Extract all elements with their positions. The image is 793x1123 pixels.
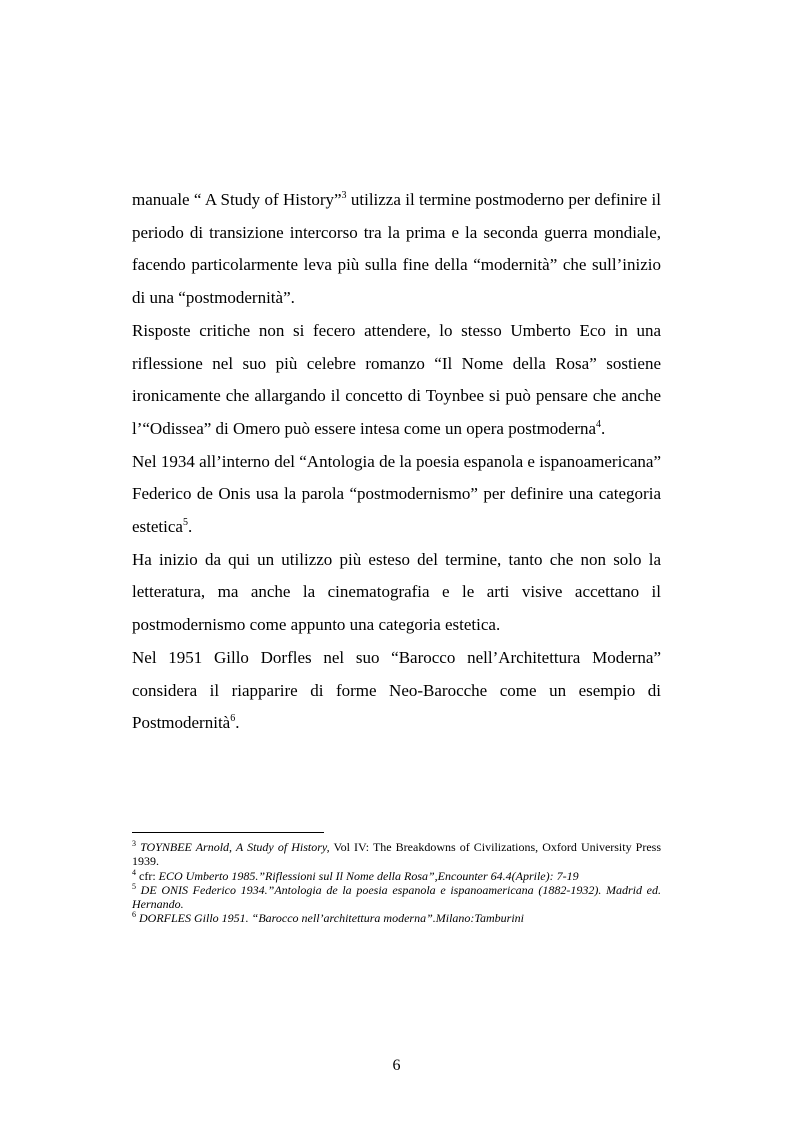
footnote-text: Vol IV: The Breakdowns of Civilizations, Oxford University Press 1939. bbox=[132, 840, 662, 869]
paragraph-text: . bbox=[601, 418, 606, 438]
footnote-3 bbox=[132, 840, 661, 869]
footnote-number: 6 bbox=[132, 910, 136, 920]
footnote-separator bbox=[132, 832, 324, 833]
paragraph-1 bbox=[132, 184, 661, 315]
paragraph-text: . bbox=[187, 517, 193, 537]
footnote-ref-5[interactable]: 5 bbox=[182, 517, 188, 529]
paragraph-text: Nel 1934 all’interno del “Antologia de la poesia espanola e ispanoamericana” Federico de Onis usa la parola “postmodernismo” per definire una categoria estetica bbox=[132, 451, 661, 537]
footnote-6 bbox=[132, 911, 661, 925]
footnote-citation: DE ONIS Federico 1934.”Antologia de la poesia espanola e ispanoamericana (1882-1932). Madrid ed. Hernando. bbox=[132, 882, 661, 912]
body-text bbox=[132, 184, 661, 740]
footnote-ref-6[interactable]: 6 bbox=[230, 713, 236, 725]
paragraph-2 bbox=[132, 315, 661, 446]
footnote-citation: ECO Umberto 1985.”Riflessioni sul Il Nome della Rosa”,Encounter 64.4(Aprile): 7-19 bbox=[158, 868, 579, 883]
footnote-ref-3[interactable]: 3 bbox=[341, 190, 347, 201]
page-number: 6 bbox=[392, 1057, 401, 1074]
paragraph-text: Ha inizio da qui un utilizzo più esteso del termine, tanto che non solo la letteratura, ma anche la cinematografia e le arti visive accettano il postmodernismo come appunto una categoria estetica. bbox=[132, 549, 661, 635]
footnote-citation: TOYNBEE Arnold, A Study of History, bbox=[136, 840, 330, 854]
paragraph-text: utilizza il termine postmoderno per definire il periodo di transizione intercorso tra la prima e la seconda guerra mondiale, facendo particolarmente leva più sulla fine della “modernità” che sull’inizio di una “postmodernità”. bbox=[132, 190, 661, 308]
paragraph-5 bbox=[132, 642, 661, 740]
paragraph-text: manuale “ A Study of History” bbox=[132, 190, 342, 209]
footnote-text: cfr: bbox=[136, 868, 159, 883]
paragraph-3 bbox=[132, 446, 661, 544]
footnote-4 bbox=[132, 869, 661, 883]
paragraph-text: . bbox=[235, 713, 240, 733]
paragraph-text: Nel 1951 Gillo Dorfles nel suo “Barocco nell’Architettura Moderna” considera il riapparire di forme Neo-Barocche come un esempio di Postmodernità bbox=[132, 647, 661, 733]
footnote-ref-4[interactable]: 4 bbox=[596, 418, 602, 430]
footnote-number: 3 bbox=[132, 839, 136, 848]
footnotes bbox=[132, 840, 661, 926]
paragraph-text: Risposte critiche non si fecero attendere, lo stesso Umberto Eco in una riflessione nel suo più celebre romanzo “Il Nome della Rosa” sostiene ironicamente che allargando il concetto di Toynbee si può pensare che anche l’“Odissea” di Omero può essere intesa come un opera postmoderna bbox=[132, 320, 661, 438]
footnote-5 bbox=[132, 883, 661, 912]
footnote-citation: DORFLES Gillo 1951. “Barocco nell’architettura moderna”.Milano:Tamburini bbox=[136, 911, 524, 926]
footnote-number: 4 bbox=[132, 867, 136, 877]
footnote-number: 5 bbox=[132, 881, 136, 891]
paragraph-4 bbox=[132, 544, 661, 642]
